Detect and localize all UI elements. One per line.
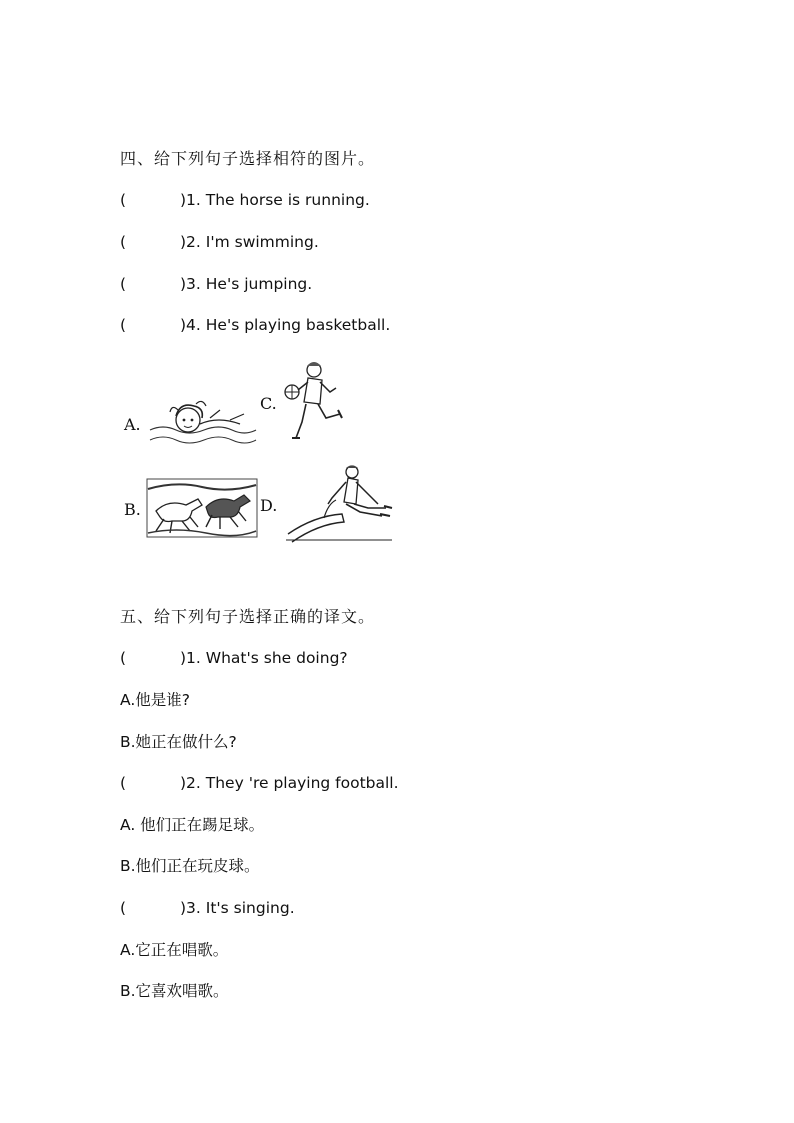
question-row bbox=[120, 898, 295, 918]
answer-blank[interactable]: ( bbox=[120, 316, 127, 334]
picture-letter-d: D. bbox=[260, 496, 278, 515]
question-text: )1. The horse is running. bbox=[180, 191, 370, 209]
question-text: )2. I'm swimming. bbox=[180, 233, 319, 251]
option-b: B.他们正在玩皮球。 bbox=[120, 857, 260, 875]
question-text: )3. He's jumping. bbox=[180, 275, 313, 293]
picture-letter-a: A. bbox=[124, 415, 141, 434]
question-row bbox=[120, 315, 390, 335]
answer-blank[interactable]: ( bbox=[120, 191, 127, 209]
picture-grid bbox=[118, 352, 398, 547]
section-5-heading: 五、给下列句子选择正确的译文。 bbox=[120, 607, 376, 626]
question-text: )3. It's singing. bbox=[180, 899, 295, 917]
section-4-heading: 四、给下列句子选择相符的图片。 bbox=[120, 149, 376, 168]
question-row bbox=[120, 773, 399, 793]
answer-blank[interactable]: ( bbox=[120, 899, 127, 917]
question-row bbox=[120, 274, 312, 294]
swimming-girl-icon bbox=[148, 390, 258, 452]
question-row bbox=[120, 232, 319, 252]
option-a: A. 他们正在踢足球。 bbox=[120, 816, 265, 834]
running-horses-icon bbox=[146, 477, 258, 539]
option-b: B.它喜欢唱歌。 bbox=[120, 982, 229, 1000]
picture-letter-c: C. bbox=[260, 394, 277, 413]
question-row bbox=[120, 190, 370, 210]
answer-blank[interactable]: ( bbox=[120, 649, 127, 667]
question-text: )1. What's she doing? bbox=[180, 649, 348, 667]
answer-blank[interactable]: ( bbox=[120, 774, 127, 792]
question-text: )2. They 're playing football. bbox=[180, 774, 399, 792]
answer-blank[interactable]: ( bbox=[120, 233, 127, 251]
question-text: )4. He's playing basketball. bbox=[180, 316, 391, 334]
long-jump-icon bbox=[284, 464, 394, 544]
answer-blank[interactable]: ( bbox=[120, 275, 127, 293]
picture-letter-b: B. bbox=[124, 500, 141, 519]
basketball-player-icon bbox=[280, 358, 350, 446]
option-a: A.它正在唱歌。 bbox=[120, 941, 229, 959]
question-row bbox=[120, 648, 348, 668]
option-b: B.她正在做什么? bbox=[120, 733, 237, 751]
option-a: A.他是谁? bbox=[120, 691, 190, 709]
